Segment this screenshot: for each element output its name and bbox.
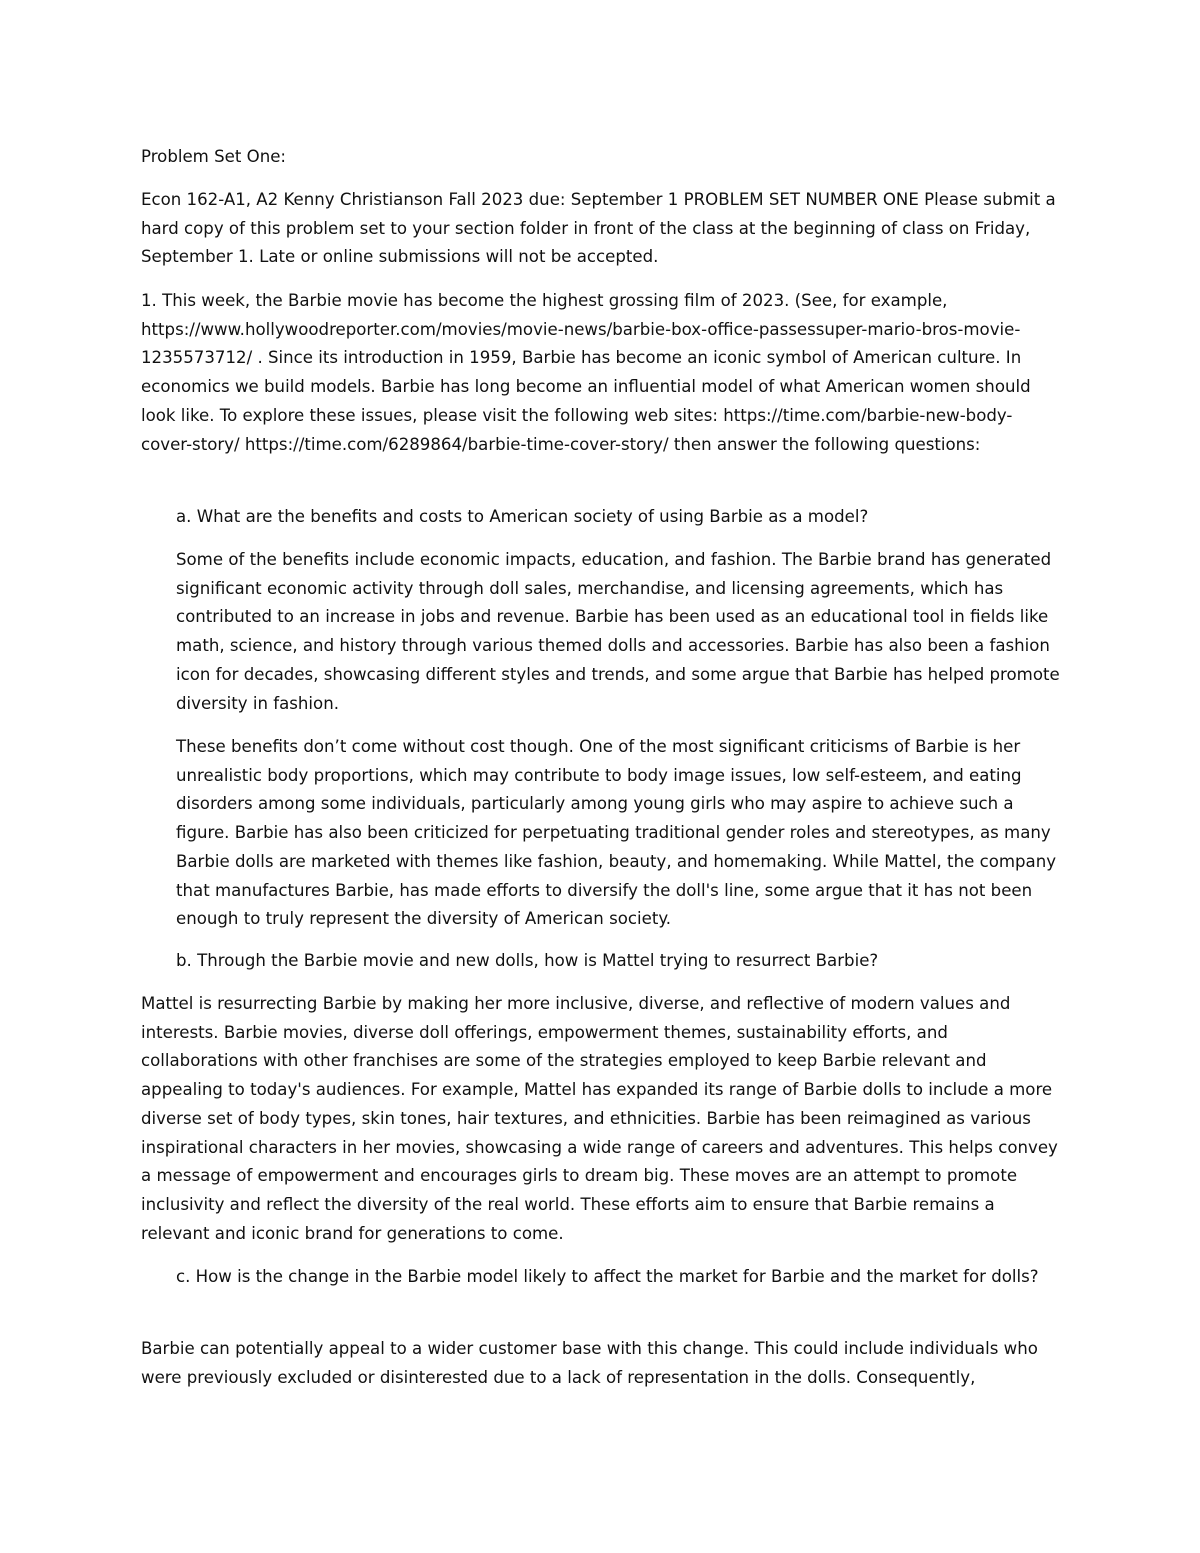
answer-b: Mattel is resurrecting Barbie by making her more inclusive, diverse, and reflective of modern values and interests. Barbie movies, diverse doll offerings, empowerment themes, sustainability efforts, and collaborations with other franchises are some of the strategies employed to keep Barbie relevant and appealing to today's audiences. For example, Mattel has expanded its range of Barbie dolls to include a more diverse set of body types, skin tones, hair textures, and ethnicities. Barbie has been reimagined as various inspirational characters in her movies, showcasing a wide range of careers and adventures. This helps convey a message of empowerment and encourages girls to dream big. These moves are an attempt to promote inclusivity and reflect the diversity of the real world. These efforts aim to ensure that Barbie remains a relevant and iconic brand for generations to come. bbox=[141, 994, 1058, 1243]
assignment-header: Econ 162-A1, A2 Kenny Christianson Fall 2023 due: September 1 PROBLEM SET NUMBER ONE Please submit a hard copy of this problem set to your section folder in front of the class at the beginning of class on Friday, September 1. Late or online submissions will not be accepted. bbox=[141, 190, 1056, 267]
question-b: b. Through the Barbie movie and new dolls, how is Mattel trying to resurrect Barbie? bbox=[176, 951, 879, 970]
document-title: Problem Set One: bbox=[141, 147, 287, 166]
question-1: 1. This week, the Barbie movie has become the highest grossing film of 2023. (See, for example, https://www.hollywoodreporter.com/movies/movie-news/barbie-box-office-passessuper-mario-bros-movie-1235573712/ . Since its introduction in 1959, Barbie has become an iconic symbol of American culture. In economics we build models. Barbie has long become an influential model of what American women should look like. To explore these issues, please visit the following web sites: https://time.com/barbie-new-body-cover-story/ https://time.com/6289864/barbie-time-cover-story/ then answer the following questions: bbox=[141, 291, 1031, 454]
answer-a-costs: These benefits don’t come without cost though. One of the most significant criticisms of Barbie is her unrealistic body proportions, which may contribute to body image issues, low self-esteem, and eating disorders among some individuals, particularly among young girls who may aspire to achieve such a figure. Barbie has also been criticized for perpetuating traditional gender roles and stereotypes, as many Barbie dolls are marketed with themes like fashion, beauty, and homemaking. While Mattel, the company that manufactures Barbie, has made efforts to diversify the doll's line, some argue that it has not been enough to truly represent the diversity of American society. bbox=[176, 737, 1057, 929]
question-c: c. How is the change in the Barbie model likely to affect the market for Barbie and the market for dolls? bbox=[176, 1267, 1039, 1286]
answer-a-benefits: Some of the benefits include economic impacts, education, and fashion. The Barbie brand has generated significant economic activity through doll sales, merchandise, and licensing agreements, which has contributed to an increase in jobs and revenue. Barbie has been used as an educational tool in fields like math, science, and history through various themed dolls and accessories. Barbie has also been a fashion icon for decades, showcasing different styles and trends, and some argue that Barbie has helped promote diversity in fashion. bbox=[176, 550, 1060, 713]
question-a: a. What are the benefits and costs to American society of using Barbie as a model? bbox=[176, 507, 869, 526]
answer-c: Barbie can potentially appeal to a wider customer base with this change. This could include individuals who were previously excluded or disinterested due to a lack of representation in the dolls. Consequently, bbox=[141, 1339, 1038, 1387]
